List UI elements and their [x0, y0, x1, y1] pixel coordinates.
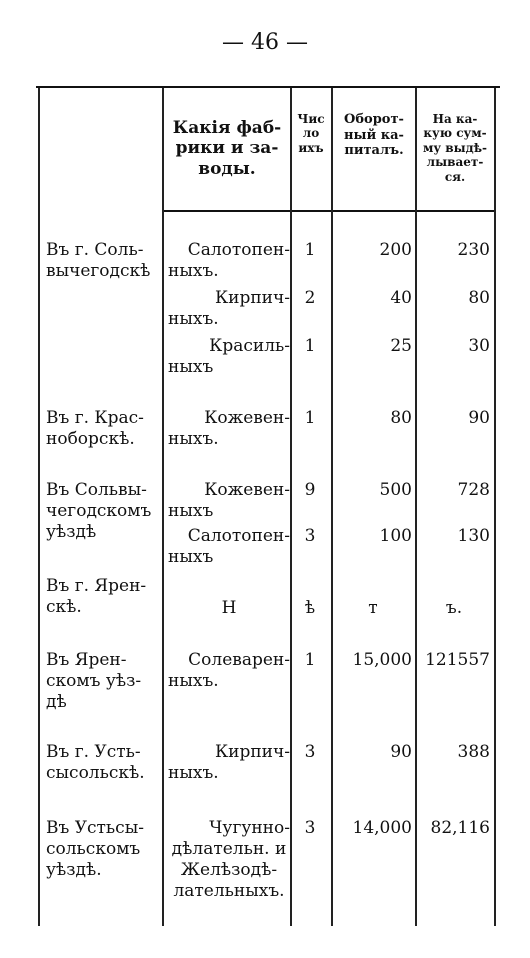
row-factory: Красиль- ныхъ [168, 336, 290, 377]
row-place: Въ г. Соль- вычегодскѣ [46, 240, 151, 281]
row-factory: Кирпич- ныхъ. [168, 742, 290, 783]
row-sum: 230 [457, 240, 490, 260]
row-sum: 80 [468, 288, 490, 308]
header-factories: Какія фаб- рики и за- воды. [172, 118, 282, 179]
row-place: Въ г. Крас- ноборскѣ. [46, 408, 144, 449]
row-sum: ъ. [445, 598, 463, 618]
row-capital: 40 [390, 288, 412, 308]
col-divider-3 [331, 88, 333, 926]
row-capital: 100 [379, 526, 412, 546]
row-factory: Салотопен- ныхъ. [168, 240, 290, 281]
row-sum: 728 [457, 480, 490, 500]
row-capital: 14,000 [352, 818, 412, 838]
row-sum: 30 [468, 336, 490, 356]
row-count: 1 [304, 650, 316, 670]
col-divider-4 [415, 88, 417, 926]
header-sum: На ка- кую сум- му выдѣ- лывает- ся. [422, 112, 488, 184]
row-sum: 82,116 [430, 818, 490, 838]
row-capital: 500 [379, 480, 412, 500]
row-factory: Салотопен- ныхъ [168, 526, 290, 567]
row-count: 1 [304, 408, 316, 428]
row-factory: Чугунно- дѣлательн. и Желѣзодѣ- лательныхъ. [171, 818, 290, 901]
row-place: Въ Ярен- скомъ уѣз- дѣ [46, 650, 142, 712]
row-capital: 200 [379, 240, 412, 260]
row-count: 2 [304, 288, 316, 308]
col-divider-2 [290, 88, 292, 926]
page-number: — 46 — [222, 30, 308, 55]
table-right-line [494, 88, 496, 926]
row-capital: 25 [390, 336, 412, 356]
row-count: 9 [304, 480, 316, 500]
row-sum: 130 [457, 526, 490, 546]
row-factory: Солеварен- ныхъ. [168, 650, 290, 691]
row-capital: 90 [390, 742, 412, 762]
row-place: Въ Сольвы- чегодскомъ уѣздѣ [46, 480, 152, 542]
row-count: 1 [304, 336, 316, 356]
row-place: Въ г. Ярен- скѣ. [46, 576, 147, 617]
row-count: 3 [304, 526, 316, 546]
row-factory: Кожевен- ныхъ [168, 480, 290, 521]
header-bottom-rule [162, 210, 496, 212]
header-capital: Оборот- ный ка- питалъ. [344, 112, 404, 159]
row-sum: 388 [457, 742, 490, 762]
row-place: Въ Устьсы- сольскомъ уѣздѣ. [46, 818, 144, 880]
table-left-line [38, 88, 40, 926]
row-factory: Н [221, 598, 237, 618]
row-sum: 121557 [425, 650, 490, 670]
row-factory: Кирпич- ныхъ. [168, 288, 290, 329]
row-sum: 90 [468, 408, 490, 428]
row-factory: Кожевен- ныхъ. [168, 408, 290, 449]
row-place: Въ г. Усть- сысольскѣ. [46, 742, 145, 783]
table-top-rule [36, 86, 500, 88]
row-count: 3 [304, 818, 316, 838]
row-capital: 80 [390, 408, 412, 428]
row-capital: 15,000 [352, 650, 412, 670]
header-count: Чис ло ихъ [297, 112, 325, 155]
row-count: 3 [304, 742, 316, 762]
row-capital: т [368, 598, 378, 618]
row-count: ѣ [304, 598, 316, 618]
row-count: 1 [304, 240, 316, 260]
